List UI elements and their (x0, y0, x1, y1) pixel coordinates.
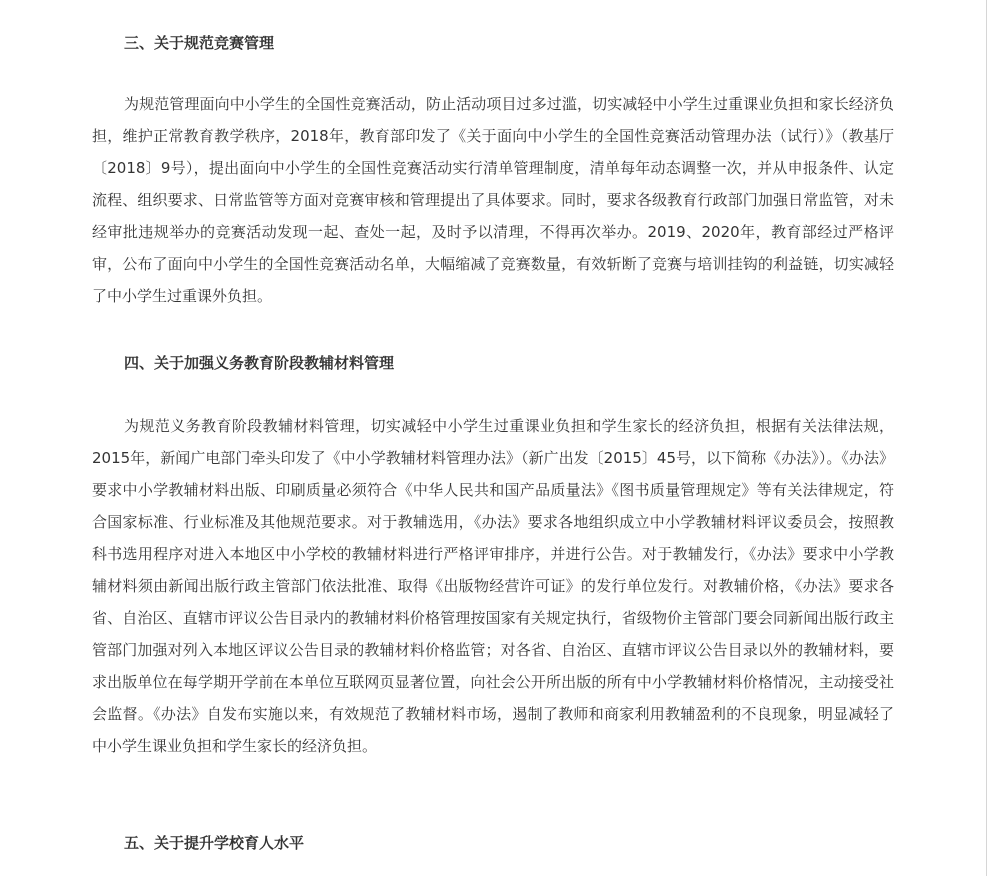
section-3-paragraph: 为规范管理面向中小学生的全国性竞赛活动，防止活动项目过多过滥，切实减轻中小学生过重课业负担和家长经济负担，维护正常教育教学秩序，2018年，教育部印发了《关于面向中小学生的全国性竞赛活动管理办法（试行）》（教基厅〔2018〕9号），提出面向中小学生的全国性竞赛活动实行清单管理制度，清单每年动态调整一次，并从申报条件、认定流程、组织要求、日常监管等方面对竞赛审核和管理提出了具体要求。同时，要求各级教育行政部门加强日常监管，对未经审批违规举办的竞赛活动发现一起、查处一起，及时予以清理，不得再次举办。2019、2020年，教育部经过严格评审，公布了面向中小学生的全国性竞赛活动名单，大幅缩减了竞赛数量，有效斩断了竞赛与培训挂钩的利益链，切实减轻了中小学生过重课外负担。 (92, 95, 894, 305)
page-right-border (986, 0, 987, 876)
section-4-heading: 四、关于加强义务教育阶段教辅材料管理 (124, 354, 395, 372)
section-3-heading: 三、关于规范竞赛管理 (124, 34, 275, 52)
section-5-heading: 五、关于提升学校育人水平 (124, 834, 305, 852)
section-4-paragraph: 为规范义务教育阶段教辅材料管理，切实减轻中小学生过重课业负担和学生家长的经济负担，根据有关法律法规，2015年，新闻广电部门牵头印发了《中小学教辅材料管理办法》（新广出发〔2015〕45号，以下简称《办法》）。《办法》要求中小学教辅材料出版、印刷质量必须符合《中华人民共和国产品质量法》《图书质量管理规定》等有关法律规定，符合国家标准、行业标准及其他规范要求。对于教辅选用，《办法》要求各地组织成立中小学教辅材料评议委员会，按照教科书选用程序对进入本地区中小学校的教辅材料进行严格评审排序，并进行公告。对于教辅发行，《办法》要求中小学教辅材料须由新闻出版行政主管部门依法批准、取得《出版物经营许可证》的发行单位发行。对教辅价格，《办法》要求各省、自治区、直辖市评议公告目录内的教辅材料价格管理按国家有关规定执行，省级物价主管部门要会同新闻出版行政主管部门加强对列入本地区评议公告目录的教辅材料价格监管；对各省、自治区、直辖市评议公告目录以外的教辅材料，要求出版单位在每学期开学前在本单位互联网页显著位置，向社会公开所出版的所有中小学教辅材料价格情况，主动接受社会监督。《办法》自发布实施以来，有效规范了教辅材料市场，遏制了教师和商家利用教辅盈利的不良现象，明显减轻了中小学生课业负担和学生家长的经济负担。 (92, 417, 894, 755)
